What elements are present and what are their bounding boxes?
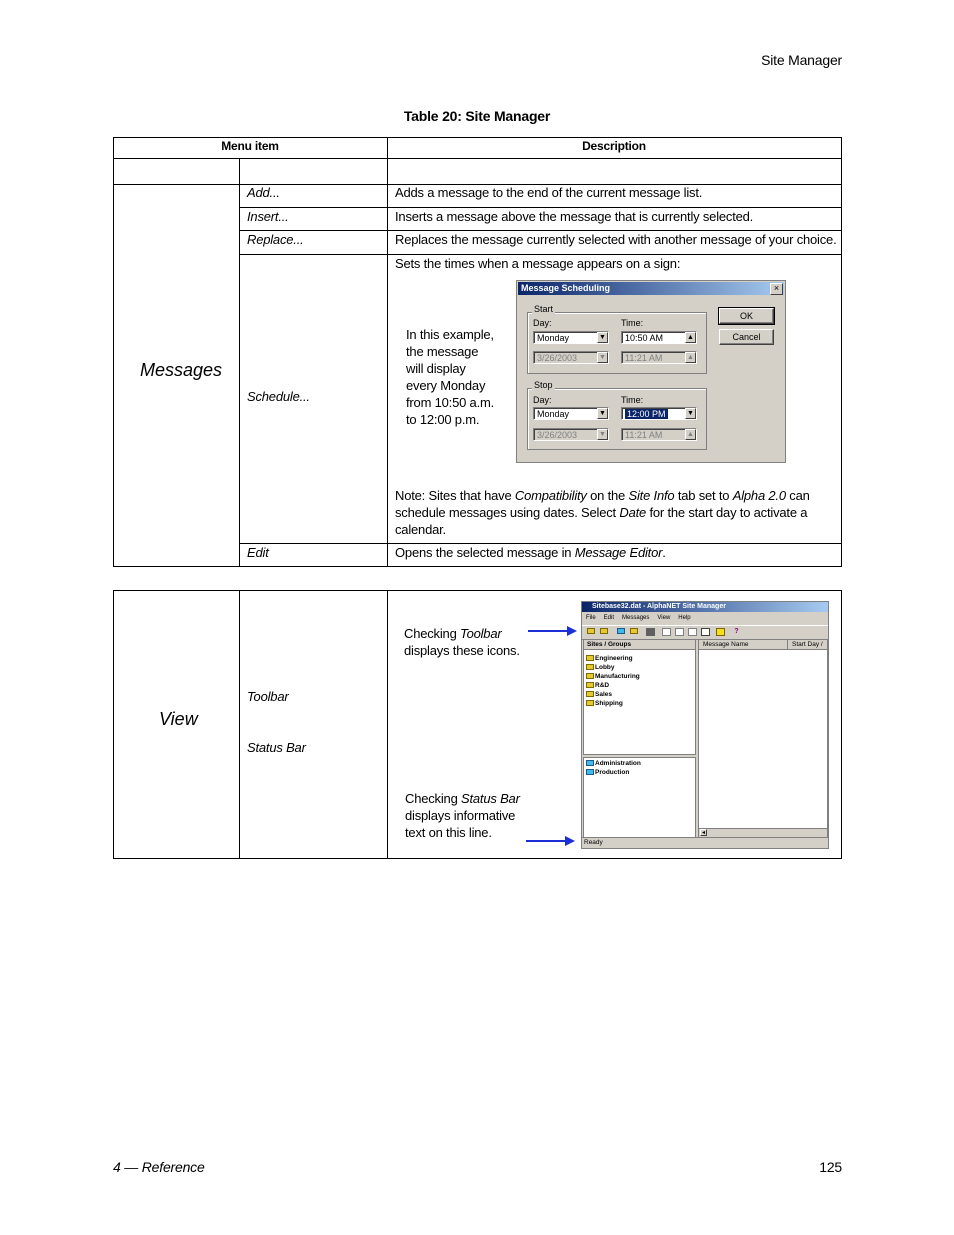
arrow-icon xyxy=(528,630,568,632)
chevron-down-icon[interactable]: ▼ xyxy=(597,408,608,419)
stop-date-select: 3/26/2003 ▼ xyxy=(533,428,609,441)
start-time2-input: 11:21 AM ▲ xyxy=(621,351,697,364)
folder-icon xyxy=(586,655,594,661)
folder-icon xyxy=(586,691,594,697)
list-item[interactable]: Sales xyxy=(586,691,612,699)
desc-edit: Opens the selected message in Message Editor. xyxy=(395,545,666,560)
list-item[interactable]: R&D xyxy=(586,682,609,690)
stop-day-select[interactable]: Monday ▼ xyxy=(533,407,609,420)
messages-pane xyxy=(698,639,828,838)
window-title: Sitebase32.dat - AlphaNET Site Manager xyxy=(582,602,828,612)
chevron-down-icon[interactable]: ▼ xyxy=(685,408,696,419)
open-folder-icon[interactable] xyxy=(600,628,608,634)
spinner-icon: ▲ xyxy=(685,429,696,440)
list-item[interactable]: Engineering xyxy=(586,655,633,663)
column-start-day[interactable]: Start Day / xyxy=(787,640,823,650)
status-desc: Checking Status Bar displays informative text on this line. xyxy=(405,791,520,840)
folder-icon xyxy=(586,769,594,775)
scroll-left-icon[interactable]: ◂ xyxy=(701,830,705,836)
status-bar: Ready xyxy=(582,837,828,848)
menu-messages: Messages xyxy=(140,360,223,380)
start-time-input[interactable]: 10:50 AM ▲ xyxy=(621,331,697,344)
folder-icon xyxy=(586,682,594,688)
folder-icon xyxy=(586,700,594,706)
desc-replace: Replaces the message currently selected with another message of your choice. xyxy=(395,232,837,247)
start-label: Start xyxy=(534,304,554,314)
chevron-down-icon: ▼ xyxy=(597,352,608,363)
item-add: Add... xyxy=(247,185,280,200)
column-header-description: Description xyxy=(582,139,646,153)
running-header: Site Manager xyxy=(761,52,842,68)
groups-pane xyxy=(583,757,696,838)
footer-chapter: 4 — Reference xyxy=(113,1159,205,1175)
send-icon[interactable] xyxy=(716,628,725,636)
new-group-icon[interactable] xyxy=(617,628,625,634)
menu-edit[interactable]: Edit xyxy=(603,615,615,621)
sites-header: Sites / Groups xyxy=(584,640,695,650)
start-day-label: Day: xyxy=(533,318,552,328)
item-schedule: Schedule... xyxy=(247,389,310,404)
document-icon[interactable] xyxy=(662,628,671,636)
start-day-select[interactable]: Monday ▼ xyxy=(533,331,609,344)
list-item[interactable]: Lobby xyxy=(586,664,615,672)
start-time-label: Time: xyxy=(621,318,644,328)
list-item[interactable]: Manufacturing xyxy=(586,673,640,681)
copy-icon[interactable] xyxy=(675,628,684,636)
menu-view: View xyxy=(159,709,198,729)
item-replace: Replace... xyxy=(247,232,304,247)
column-message-name[interactable]: Message Name xyxy=(703,641,749,648)
menu-help[interactable]: Help xyxy=(678,615,691,621)
table-caption: Table 20: Site Manager xyxy=(403,108,551,124)
properties-icon[interactable] xyxy=(701,628,710,636)
desc-add: Adds a message to the end of the current message list. xyxy=(395,185,703,200)
stop-label: Stop xyxy=(534,380,553,390)
messages-header xyxy=(699,640,827,650)
item-edit: Edit xyxy=(247,545,269,560)
item-status-bar: Status Bar xyxy=(247,740,306,755)
menu-messages[interactable]: Messages xyxy=(622,615,650,621)
schedule-example: In this example, the message will display every Monday from 10:50 a.m. to 12:00 p.m. xyxy=(406,327,495,427)
list-item[interactable]: Production xyxy=(586,769,629,777)
help-icon[interactable]: ? xyxy=(734,628,739,635)
ok-button[interactable]: OK xyxy=(719,308,774,324)
stop-day-label: Day: xyxy=(533,395,552,405)
stop-time2-input: 11:21 AM ▲ xyxy=(621,428,697,441)
new-site-icon[interactable] xyxy=(587,628,595,634)
schedule-note: Note: Sites that have Compatibility on the Site Info tab set to Alpha 2.0 can schedule messages using dates. Select Date for the start day to activate a calendar. xyxy=(395,488,810,537)
start-date-select: 3/26/2003 ▼ xyxy=(533,351,609,364)
folder-icon xyxy=(586,664,594,670)
message-scheduling-dialog xyxy=(516,280,786,463)
paste-icon[interactable] xyxy=(688,628,697,636)
column-header-menu-item: Menu item xyxy=(221,139,279,153)
item-toolbar: Toolbar xyxy=(247,689,289,704)
item-insert: Insert... xyxy=(247,209,289,224)
page-number: 125 xyxy=(819,1159,842,1175)
desc-insert: Inserts a message above the message that is currently selected. xyxy=(395,209,754,224)
close-icon[interactable]: × xyxy=(770,283,783,295)
folder-icon xyxy=(586,760,594,766)
toolbar xyxy=(582,625,828,640)
sites-pane xyxy=(583,639,696,755)
spinner-icon: ▲ xyxy=(685,352,696,363)
horizontal-scrollbar[interactable] xyxy=(699,828,827,837)
folder-icon xyxy=(586,673,594,679)
cancel-button[interactable]: Cancel xyxy=(719,329,774,345)
stop-time-input[interactable]: 12:00 PM ▼ xyxy=(621,407,697,420)
stop-time-label: Time: xyxy=(621,395,644,405)
list-item[interactable]: Administration xyxy=(586,760,641,768)
site-manager-window xyxy=(581,601,829,849)
dialog-title: Message Scheduling xyxy=(518,282,784,295)
menu-bar xyxy=(582,613,695,623)
spinner-icon[interactable]: ▲ xyxy=(685,332,696,343)
desc-schedule-intro: Sets the times when a message appears on a sign: xyxy=(395,256,681,271)
chevron-down-icon: ▼ xyxy=(597,429,608,440)
chevron-down-icon[interactable]: ▼ xyxy=(597,332,608,343)
list-item[interactable]: Shipping xyxy=(586,700,623,708)
delete-icon[interactable] xyxy=(646,628,655,636)
menu-file[interactable]: File xyxy=(586,615,596,621)
arrow-icon xyxy=(526,840,566,842)
toolbar-desc: Checking Toolbar displays these icons. xyxy=(404,626,520,658)
open-group-icon[interactable] xyxy=(630,628,638,634)
menu-view[interactable]: View xyxy=(657,615,671,621)
